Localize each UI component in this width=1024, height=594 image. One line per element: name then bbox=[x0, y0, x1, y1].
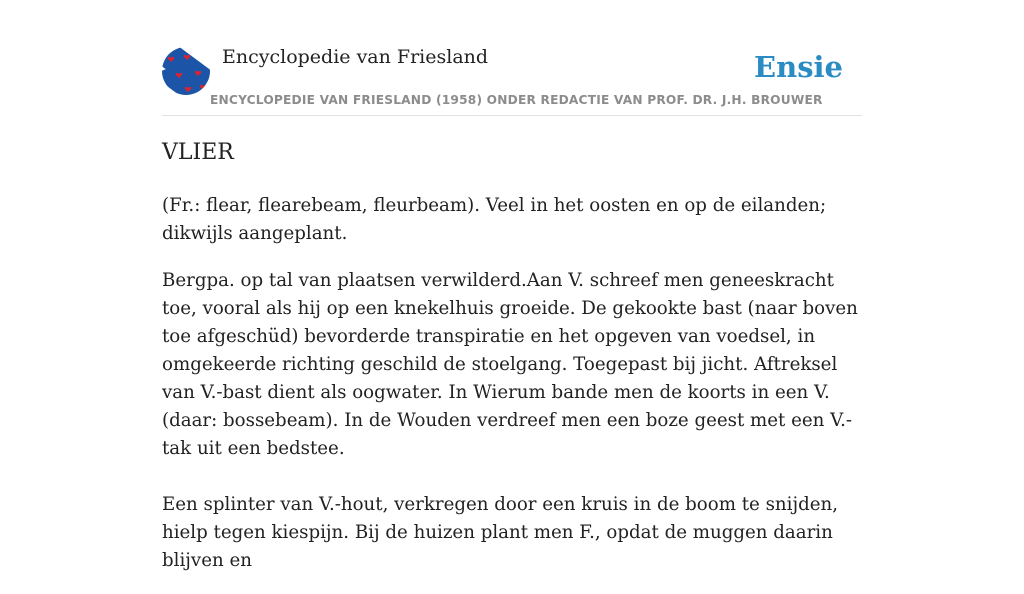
ensie-brand-link[interactable]: Ensie bbox=[754, 50, 843, 84]
frisian-flag-icon bbox=[162, 47, 210, 95]
entry-paragraph: Bergpa. op tal van plaatsen verwilderd.Aan V. schreef men geneeskracht toe, vooral als hij op een knekelhuis groeide. De gekookte bast (naar boven toe afgeschüd) bevorderde transpiratie en het opgeven van voedsel, in omgekeerde richting geschild de stoelgang. Toegepast bij jicht. Aftreksel van V.-bast dient als oogwater. In Wierum bande men de koorts in een V. (daar: bossebeam). In de Wouden verdreef men een boze geest met een V.-tak uit een bedstee. bbox=[162, 270, 858, 459]
source-subtitle: ENCYCLOPEDIE VAN FRIESLAND (1958) ONDER REDACTIE VAN PROF. DR. J.H. BROUWER bbox=[210, 93, 823, 107]
entry-title: VLIER bbox=[162, 140, 234, 165]
frisian-flag-logo[interactable] bbox=[162, 47, 210, 95]
site-title-link[interactable]: Encyclopedie van Friesland bbox=[222, 46, 489, 68]
header-divider bbox=[162, 115, 862, 116]
entry-body bbox=[162, 192, 862, 594]
entry-paragraph: Een splinter van V.-hout, verkregen door een kruis in de boom te snijden, hielp tegen kiespijn. Bij de huizen plant men F., opdat de muggen daarin blijven en bbox=[162, 494, 838, 571]
entry-paragraph: (Fr.: flear, flearebeam, fleurbeam). Veel in het oosten en op de eilanden; dikwijls aangeplant. bbox=[162, 195, 827, 244]
